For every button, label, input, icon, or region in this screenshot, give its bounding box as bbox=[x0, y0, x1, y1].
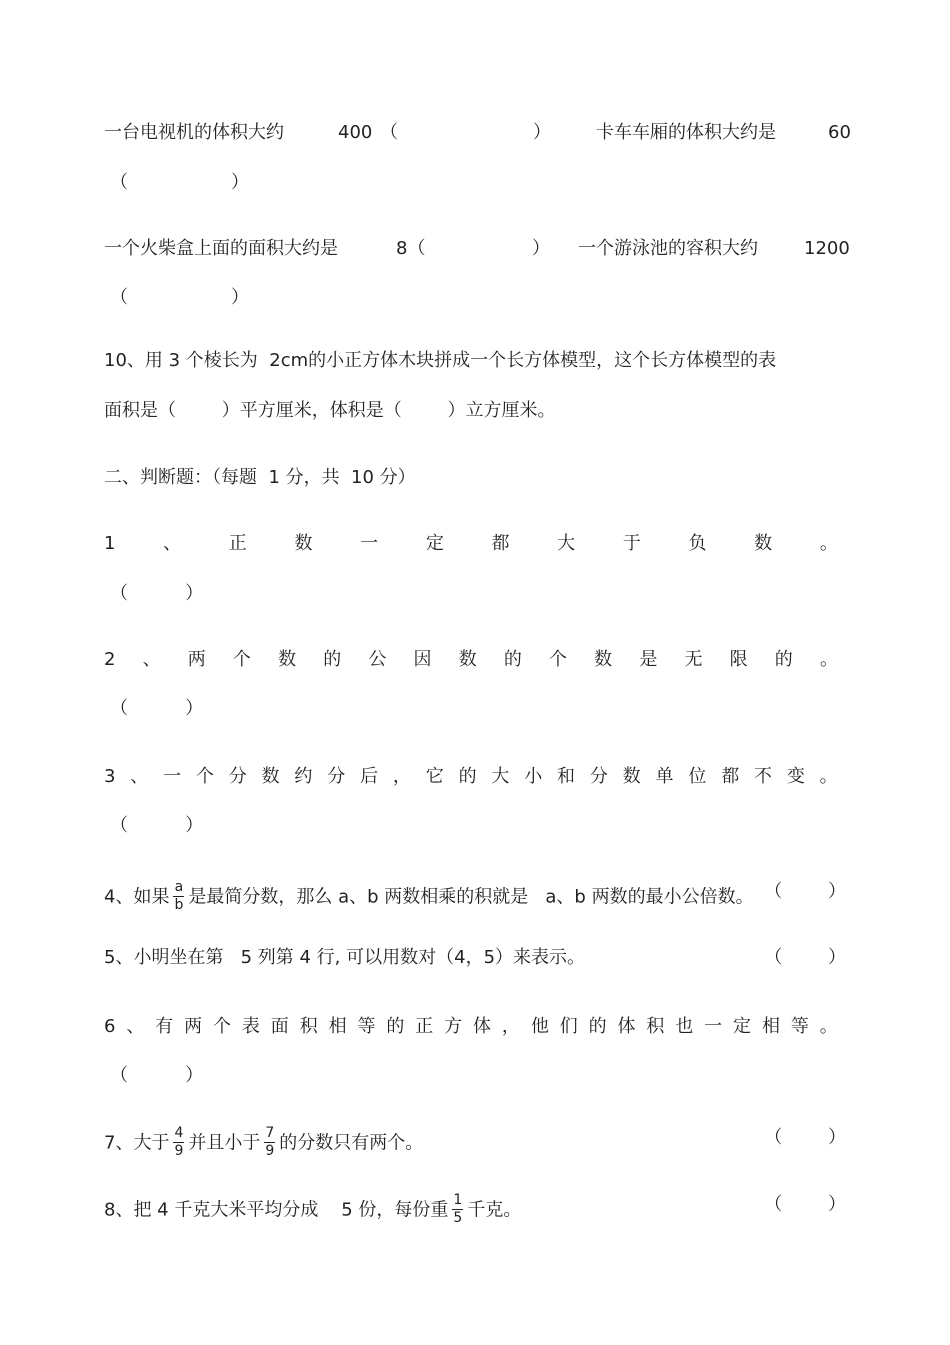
row1-close-paren: ） bbox=[533, 122, 551, 143]
q10-line2: 面积是（ ）平方厘米，体积是（ ）立方厘米。 bbox=[104, 400, 556, 421]
j3-char: 约 bbox=[294, 766, 313, 787]
j6-char: 相 bbox=[328, 1016, 347, 1037]
j1-char: 正 bbox=[228, 533, 247, 554]
j6-char: 积 bbox=[299, 1016, 318, 1037]
judgment-2-answer-paren: （ ） bbox=[110, 698, 204, 719]
j2-char: 限 bbox=[729, 649, 748, 670]
judgment-7-prefix: 7、大于 bbox=[104, 1132, 170, 1154]
row2-label-a: 一个火柴盒上面的面积大约是 bbox=[104, 238, 338, 259]
row2-value-e: 1200 bbox=[804, 238, 850, 259]
fraction-numerator: 4 bbox=[174, 1125, 184, 1141]
judgment-5-text: 5、小明坐在第 5 列第 4 行, 可以用数对（4，5）来表示。 bbox=[104, 947, 586, 968]
j3-char: 变 bbox=[786, 766, 805, 787]
judgment-8-suffix: 千克。 bbox=[467, 1199, 522, 1221]
j2-char: 的 bbox=[323, 649, 342, 670]
judgment-1 bbox=[104, 532, 838, 556]
j6-char: 6 bbox=[104, 1016, 116, 1037]
j2-char: 是 bbox=[639, 649, 658, 670]
j6-char: 的 bbox=[386, 1016, 405, 1037]
j6-char: 方 bbox=[444, 1016, 463, 1037]
j3-char: 和 bbox=[557, 766, 576, 787]
j3-char: 都 bbox=[721, 766, 740, 787]
judgment-4-text: 是最简分数，那么 a、b 两数相乘的积就是 a、b 两数的最小公倍数。 bbox=[188, 886, 754, 908]
j1-char: 数 bbox=[294, 533, 313, 554]
j3-char: 位 bbox=[688, 766, 707, 787]
j6-char: 积 bbox=[646, 1016, 665, 1037]
judgment-6-answer-paren: （ ） bbox=[110, 1065, 204, 1086]
row1-answer-blank: （ ） bbox=[110, 172, 249, 193]
j6-char: ， bbox=[501, 1016, 520, 1037]
judgment-4-answer-paren: （ ） bbox=[764, 881, 846, 902]
row1-label-a: 一台电视机的体积大约 bbox=[104, 122, 284, 143]
j3-char: 不 bbox=[754, 766, 773, 787]
judgment-7 bbox=[104, 1125, 846, 1159]
fraction-7-over-9 bbox=[264, 1125, 275, 1160]
judgment-8-prefix: 8、把 4 千克大米平均分成 5 份，每份重 bbox=[104, 1199, 449, 1221]
j6-char: 。 bbox=[819, 1016, 838, 1037]
j6-char: 定 bbox=[733, 1016, 752, 1037]
j1-char: 于 bbox=[622, 533, 641, 554]
row1-open-paren: （ bbox=[380, 122, 398, 143]
judgment-4-prefix: 4、如果 bbox=[104, 886, 170, 908]
judgment-5-answer-paren: （ ） bbox=[764, 947, 846, 968]
j3-char: 单 bbox=[655, 766, 674, 787]
j6-char: 个 bbox=[213, 1016, 232, 1037]
j1-char: 。 bbox=[819, 533, 838, 554]
judgment-1-answer-paren: （ ） bbox=[110, 583, 204, 604]
j6-char: 们 bbox=[559, 1016, 578, 1037]
j6-char: 相 bbox=[761, 1016, 780, 1037]
j2-char: 因 bbox=[413, 649, 432, 670]
row1-label-e: 卡车车厢的体积大约是 bbox=[596, 122, 776, 143]
j2-char: 两 bbox=[187, 649, 206, 670]
j3-char: 分 bbox=[589, 766, 608, 787]
j3-char: 分 bbox=[327, 766, 346, 787]
j6-char: 两 bbox=[184, 1016, 203, 1037]
j1-char: 数 bbox=[754, 533, 773, 554]
judgment-8 bbox=[104, 1192, 846, 1226]
j6-char: 也 bbox=[675, 1016, 694, 1037]
row2-value-b: 8（ bbox=[396, 238, 426, 259]
j3-char: 小 bbox=[524, 766, 543, 787]
j6-char: 正 bbox=[415, 1016, 434, 1037]
j3-char: 它 bbox=[425, 766, 444, 787]
j3-char: 大 bbox=[491, 766, 510, 787]
j6-char: 有 bbox=[155, 1016, 174, 1037]
j6-char: 他 bbox=[530, 1016, 549, 1037]
j3-char: 、 bbox=[130, 766, 149, 787]
j2-char: 、 bbox=[142, 649, 161, 670]
j6-char: 等 bbox=[790, 1016, 809, 1037]
q10-line1: 10、用 3 个棱长为 2cm的小正方体木块拼成一个长方体模型，这个长方体模型的表 bbox=[104, 350, 777, 371]
j3-char: 3 bbox=[104, 766, 116, 787]
section-heading-judgment: 二、判断题：（每题 1 分，共 10 分） bbox=[104, 467, 416, 488]
judgment-3 bbox=[104, 765, 838, 789]
j2-char: 个 bbox=[549, 649, 568, 670]
judgment-3-answer-paren: （ ） bbox=[110, 815, 204, 836]
j3-char: 数 bbox=[622, 766, 641, 787]
j3-char: 个 bbox=[195, 766, 214, 787]
j2-char: 数 bbox=[594, 649, 613, 670]
j3-char: 的 bbox=[458, 766, 477, 787]
j2-char: 的 bbox=[774, 649, 793, 670]
fraction-denominator: b bbox=[174, 897, 184, 913]
j6-char: 、 bbox=[126, 1016, 145, 1037]
j2-char: 个 bbox=[232, 649, 251, 670]
judgment-7-middle: 并且小于 bbox=[188, 1132, 261, 1154]
j6-char: 面 bbox=[270, 1016, 289, 1037]
fraction-a-over-b bbox=[173, 879, 184, 914]
fraction-denominator: 5 bbox=[453, 1210, 463, 1226]
row1-value-b: 400 bbox=[338, 122, 373, 143]
j3-char: 。 bbox=[819, 766, 838, 787]
j6-char: 体 bbox=[617, 1016, 636, 1037]
j1-char: 负 bbox=[688, 533, 707, 554]
j2-char: 无 bbox=[684, 649, 703, 670]
j1-char: 1 bbox=[104, 533, 116, 554]
j3-char: 数 bbox=[261, 766, 280, 787]
j2-char: 数 bbox=[278, 649, 297, 670]
j2-char: 的 bbox=[503, 649, 522, 670]
row2-label-d: 一个游泳池的容积大约 bbox=[578, 238, 758, 259]
row1-value-f: 60 bbox=[828, 122, 851, 143]
j2-char: 。 bbox=[819, 649, 838, 670]
fraction-numerator: a bbox=[174, 879, 184, 895]
judgment-2 bbox=[104, 648, 838, 672]
j6-char: 的 bbox=[588, 1016, 607, 1037]
j6-char: 表 bbox=[241, 1016, 260, 1037]
fraction-denominator: 9 bbox=[265, 1143, 275, 1159]
j1-char: 大 bbox=[557, 533, 576, 554]
j6-char: 等 bbox=[357, 1016, 376, 1037]
judgment-7-suffix: 的分数只有两个。 bbox=[279, 1132, 424, 1154]
judgment-4 bbox=[104, 879, 846, 913]
judgment-8-answer-paren: （ ） bbox=[764, 1194, 846, 1215]
j1-char: 一 bbox=[360, 533, 379, 554]
fraction-4-over-9 bbox=[173, 1125, 184, 1160]
j3-char: 一 bbox=[163, 766, 182, 787]
j3-char: 后 bbox=[360, 766, 379, 787]
j6-char: 体 bbox=[473, 1016, 492, 1037]
j2-char: 公 bbox=[368, 649, 387, 670]
judgment-5 bbox=[104, 946, 846, 970]
j1-char: 、 bbox=[163, 533, 182, 554]
j6-char: 一 bbox=[704, 1016, 723, 1037]
j1-char: 都 bbox=[491, 533, 510, 554]
j1-char: 定 bbox=[425, 533, 444, 554]
judgment-7-answer-paren: （ ） bbox=[764, 1127, 846, 1148]
j2-char: 2 bbox=[104, 649, 116, 670]
j3-char: 分 bbox=[228, 766, 247, 787]
j3-char: ， bbox=[392, 766, 411, 787]
fraction-denominator: 9 bbox=[174, 1143, 184, 1159]
j2-char: 数 bbox=[458, 649, 477, 670]
fraction-1-over-5 bbox=[452, 1192, 463, 1227]
row2-close-paren: ） bbox=[532, 238, 550, 259]
fraction-numerator: 1 bbox=[453, 1192, 463, 1208]
row2-answer-blank: （ ） bbox=[110, 287, 249, 308]
judgment-6 bbox=[104, 1015, 838, 1039]
fraction-numerator: 7 bbox=[265, 1125, 275, 1141]
